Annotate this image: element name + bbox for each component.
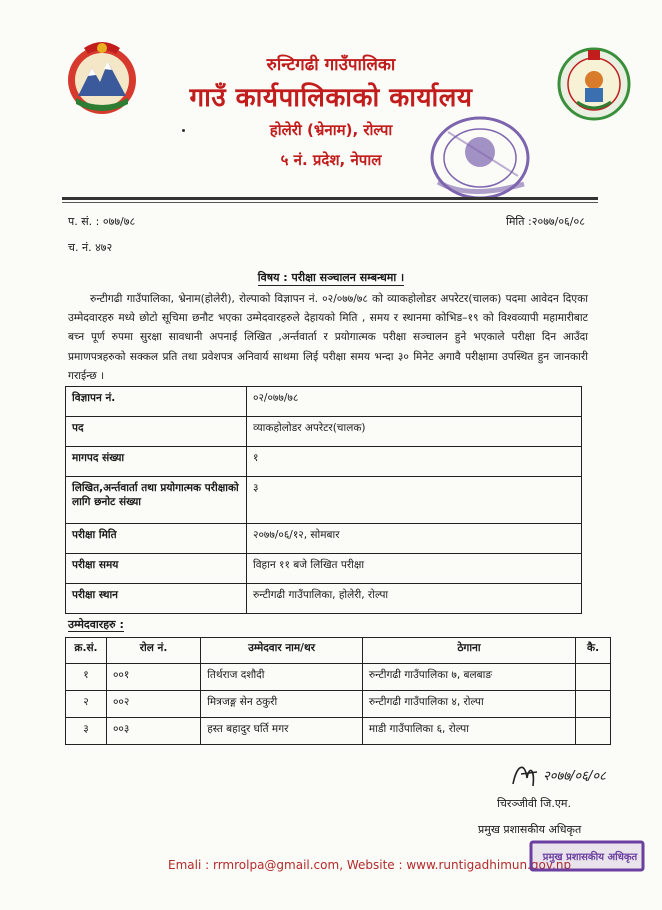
handwritten-signature	[507, 756, 632, 794]
table-row	[66, 584, 582, 614]
cell-roll: ००१	[106, 664, 200, 691]
info-key: परीक्षा स्थान	[66, 584, 247, 614]
table-row	[66, 387, 582, 417]
letter-date: मिति :२०७७/०६/०८	[506, 215, 585, 228]
info-key: मागपद संख्या	[66, 447, 247, 477]
column-header: क्र.सं.	[66, 638, 107, 664]
info-key: विज्ञापन नं.	[66, 387, 247, 417]
info-value: रुन्टीगढी गाउँपालिका, होलेरी, रोल्पा	[247, 584, 582, 614]
info-value: विहान ११ बजे लिखित परीक्षा	[247, 554, 582, 584]
speck	[182, 129, 185, 132]
footer-contact: Emali : rrmrolpa@gmail.com, Website : www.runtigadhimun.gov.np	[168, 858, 572, 872]
municipality-name: रुन्टिगढी गाउँपालिका	[266, 55, 396, 75]
cell-name: हस्त बहादुर घर्ति मगर	[201, 718, 363, 745]
cell-remarks	[576, 718, 611, 745]
column-header: उम्मेदवार नाम/थर	[201, 638, 363, 664]
info-key: पद	[66, 417, 247, 447]
info-value: व्याकहोलोडर अपरेटर(चालक)	[247, 417, 582, 447]
cell-name: मित्रजङ्ग सेन ठकुरी	[201, 691, 363, 718]
cell-remarks	[576, 691, 611, 718]
candidates-heading	[68, 617, 124, 632]
cell-address: माडी गाउँपालिका ६, रोल्पा	[362, 718, 575, 745]
cell-sn: १	[66, 664, 107, 691]
table-row	[66, 524, 582, 554]
subject-text: विषय : परीक्षा सञ्चालन सम्बन्धमा ।	[257, 271, 405, 284]
reference-number: प. सं. : ०७७/७८	[68, 215, 136, 228]
notice-body: रुन्टीगढी गाउँपालिका, भ्रेनाम(होलेरी), रोल्पाको विज्ञापन नं. ०२/०७७/७८ को व्याकहोलोडर अपरेटर(चालक) पदमा आवेदन दिएका उम्मेदवारहरु मध्ये छोटो सूचिमा छनौट भएका उम्मेदवारहरुले देहायको मिति , समय र स्थानमा कोभिड–१९ को विश्वव्यापी महामारीबाट बच्न पूर्ण रुपमा सुरक्षा सावधानी अपनाई लिखित ,अर्न्तवार्ता र प्रयोगात्मक परीक्षा सञ्चालन हुने भएकाले परीक्षा दिन आउँदा प्रमाणपत्रहरुको सक्कल प्रति तथा प्रवेशपत्र अनिवार्य साथमा लिई परीक्षा समय भन्दा ३० मिनेट अगावै परीक्षामा उपस्थित हुन जानकारी गराईन्छ ।	[68, 293, 588, 382]
handwritten-date: २०७७/०६/०८	[543, 769, 606, 784]
dispatch-number: च. नं. ४७२	[68, 241, 113, 254]
cell-roll: ००२	[106, 691, 200, 718]
column-header: ठेगाना	[362, 638, 575, 664]
cell-address: रुन्टीगढी गाउँपालिका ७, बलबाङ	[362, 664, 575, 691]
candidates-heading-text: उम्मेदवारहरु :	[68, 618, 124, 631]
table-row	[66, 664, 611, 691]
column-header: कै.	[576, 638, 611, 664]
signer-name: चिरञ्जीवी जि.एम.	[497, 797, 571, 810]
info-value: १	[247, 447, 582, 477]
cell-remarks	[576, 664, 611, 691]
table-row	[66, 447, 582, 477]
info-value: २०७७/०६/१२, सोमबार	[247, 524, 582, 554]
title-stamp-text: प्रमुख प्रशासकीय अधिकृत	[542, 852, 638, 863]
header-divider	[62, 197, 598, 200]
table-row	[66, 477, 582, 524]
office-seal-stamp	[428, 112, 538, 204]
info-key: परीक्षा मिति	[66, 524, 247, 554]
table-row	[66, 417, 582, 447]
cell-name: तिर्थराज दशौदी	[201, 664, 363, 691]
table-header-row	[66, 638, 611, 664]
office-address: होलेरी (भ्रेनाम), रोल्पा	[269, 121, 393, 139]
table-row	[66, 718, 611, 745]
exam-info-table	[65, 386, 582, 614]
header-divider-thin	[62, 202, 598, 203]
info-value: ०२/०७७/७८	[247, 387, 582, 417]
table-row	[66, 691, 611, 718]
cell-sn: ३	[66, 718, 107, 745]
office-title: गाउँ कार्यपालिकाको कार्यालय	[189, 83, 473, 113]
info-key: परीक्षा समय	[66, 554, 247, 584]
candidates-table	[65, 637, 611, 745]
table-row	[66, 554, 582, 584]
signer-title: प्रमुख प्रशासकीय अधिकृत	[478, 823, 582, 836]
info-key: लिखित,अर्न्तवार्ता तथा प्रयोगात्मक परीक्षाको लागि छनोट संख्या	[66, 477, 247, 524]
cell-sn: २	[66, 691, 107, 718]
column-header: रोल नं.	[106, 638, 200, 664]
province-country: ५ नं. प्रदेश, नेपाल	[280, 151, 382, 169]
cell-address: रुन्टीगढी गाउँपालिका ४, रोल्पा	[362, 691, 575, 718]
cell-roll: ००३	[106, 718, 200, 745]
subject-line	[0, 270, 662, 285]
info-value: ३	[247, 477, 582, 524]
